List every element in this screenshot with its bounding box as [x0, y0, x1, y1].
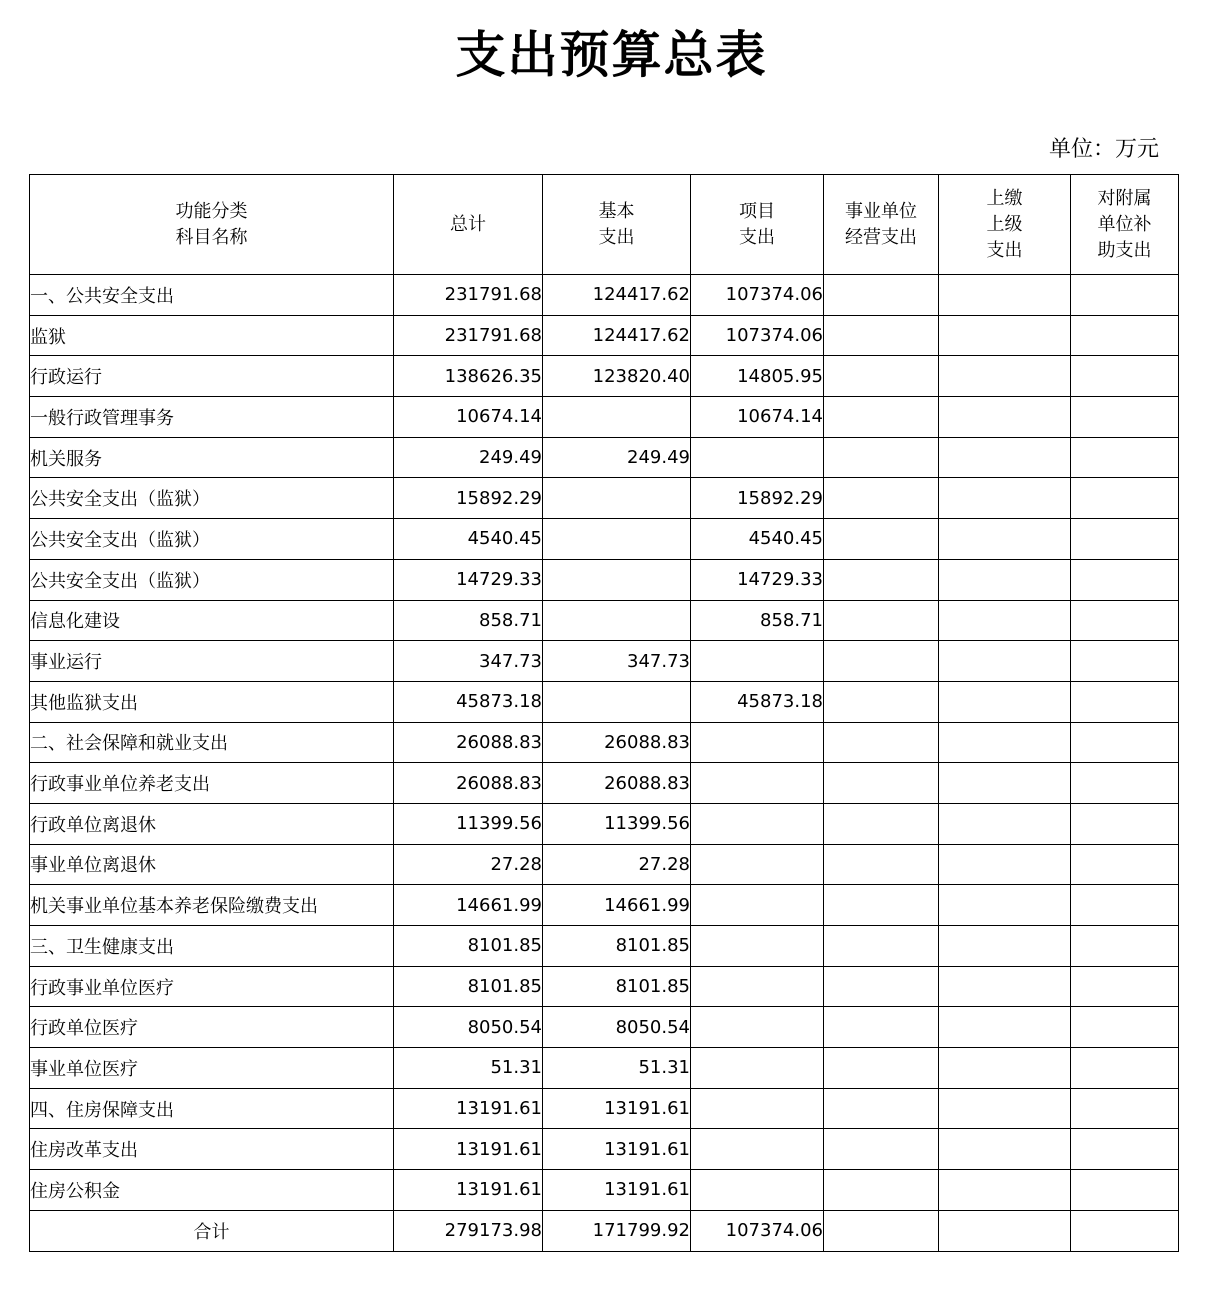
row-basic: 26088.83 [543, 763, 691, 804]
row-total: 26088.83 [394, 722, 543, 763]
row-business [824, 559, 939, 600]
row-total: 4540.45 [394, 519, 543, 560]
table-row [30, 437, 1179, 478]
row-upper [939, 478, 1071, 519]
row-business [824, 844, 939, 885]
row-upper [939, 1129, 1071, 1170]
row-upper [939, 844, 1071, 885]
budget-table [29, 174, 1179, 1252]
row-subsidy [1071, 641, 1179, 682]
row-upper [939, 1170, 1071, 1211]
row-basic: 27.28 [543, 844, 691, 885]
row-name: 一、公共安全支出 [30, 275, 394, 316]
header-subsidy: 对附属 单位补 助支出 [1071, 175, 1179, 275]
row-business [824, 885, 939, 926]
row-upper [939, 1048, 1071, 1089]
row-subsidy [1071, 437, 1179, 478]
row-project: 107374.06 [691, 275, 824, 316]
row-subsidy [1071, 885, 1179, 926]
row-basic: 11399.56 [543, 803, 691, 844]
row-project [691, 926, 824, 967]
row-upper [939, 681, 1071, 722]
row-business [824, 315, 939, 356]
row-total: 26088.83 [394, 763, 543, 804]
table-row [30, 681, 1179, 722]
row-project: 858.71 [691, 600, 824, 641]
row-subsidy [1071, 844, 1179, 885]
table-row [30, 600, 1179, 641]
page-title: 支出预算总表 [455, 25, 768, 84]
row-project [691, 722, 824, 763]
row-basic [543, 559, 691, 600]
header-total: 总计 [394, 175, 543, 275]
row-upper [939, 885, 1071, 926]
header-row [30, 175, 1179, 275]
row-name: 行政单位离退休 [30, 803, 394, 844]
row-name: 事业单位医疗 [30, 1048, 394, 1089]
row-upper [939, 397, 1071, 438]
row-upper [939, 315, 1071, 356]
grand-total-basic: 171799.92 [543, 1210, 691, 1251]
row-project: 10674.14 [691, 397, 824, 438]
row-basic: 51.31 [543, 1048, 691, 1089]
row-upper [939, 1007, 1071, 1048]
row-project [691, 1129, 824, 1170]
row-name: 行政运行 [30, 356, 394, 397]
row-business [824, 1088, 939, 1129]
row-subsidy [1071, 356, 1179, 397]
row-upper [939, 803, 1071, 844]
row-business [824, 1048, 939, 1089]
row-total: 13191.61 [394, 1088, 543, 1129]
row-name: 信息化建设 [30, 600, 394, 641]
table-row [30, 397, 1179, 438]
row-subsidy [1071, 559, 1179, 600]
row-subsidy [1071, 681, 1179, 722]
row-basic: 8101.85 [543, 926, 691, 967]
row-business [824, 926, 939, 967]
row-name: 行政事业单位养老支出 [30, 763, 394, 804]
row-total: 15892.29 [394, 478, 543, 519]
row-business [824, 519, 939, 560]
row-name: 监狱 [30, 315, 394, 356]
table-row [30, 844, 1179, 885]
row-name: 公共安全支出（监狱） [30, 559, 394, 600]
row-upper [939, 1210, 1071, 1251]
row-subsidy [1071, 397, 1179, 438]
row-basic: 8050.54 [543, 1007, 691, 1048]
row-total: 27.28 [394, 844, 543, 885]
row-basic [543, 681, 691, 722]
row-subsidy [1071, 519, 1179, 560]
row-project [691, 1048, 824, 1089]
row-subsidy [1071, 926, 1179, 967]
row-basic: 13191.61 [543, 1170, 691, 1211]
row-basic: 347.73 [543, 641, 691, 682]
row-project: 4540.45 [691, 519, 824, 560]
row-business [824, 437, 939, 478]
row-total: 14661.99 [394, 885, 543, 926]
row-name: 二、社会保障和就业支出 [30, 722, 394, 763]
row-subsidy [1071, 1048, 1179, 1089]
row-business [824, 600, 939, 641]
row-total: 8101.85 [394, 926, 543, 967]
row-total: 8050.54 [394, 1007, 543, 1048]
row-subsidy [1071, 1170, 1179, 1211]
row-basic [543, 397, 691, 438]
table-row [30, 478, 1179, 519]
row-basic: 14661.99 [543, 885, 691, 926]
table-row [30, 1088, 1179, 1129]
row-project: 107374.06 [691, 315, 824, 356]
row-subsidy [1071, 478, 1179, 519]
row-basic: 13191.61 [543, 1129, 691, 1170]
unit-label: 单位：万元 [1048, 137, 1159, 162]
row-name: 事业单位离退休 [30, 844, 394, 885]
row-name: 机关事业单位基本养老保险缴费支出 [30, 885, 394, 926]
total-label: 合计 [30, 1210, 394, 1251]
total-row [30, 1210, 1179, 1251]
grand-total-amount: 279173.98 [394, 1210, 543, 1251]
table-row [30, 966, 1179, 1007]
table-row [30, 885, 1179, 926]
row-business [824, 275, 939, 316]
table-row [30, 315, 1179, 356]
row-basic: 8101.85 [543, 966, 691, 1007]
row-total: 347.73 [394, 641, 543, 682]
row-subsidy [1071, 315, 1179, 356]
row-total: 51.31 [394, 1048, 543, 1089]
row-total: 13191.61 [394, 1170, 543, 1211]
row-upper [939, 966, 1071, 1007]
row-upper [939, 722, 1071, 763]
table-row [30, 1129, 1179, 1170]
row-business [824, 1170, 939, 1211]
table-row [30, 926, 1179, 967]
row-project [691, 966, 824, 1007]
row-project: 14729.33 [691, 559, 824, 600]
row-project [691, 1088, 824, 1129]
row-basic: 124417.62 [543, 275, 691, 316]
row-total: 858.71 [394, 600, 543, 641]
row-basic: 123820.40 [543, 356, 691, 397]
row-basic: 249.49 [543, 437, 691, 478]
row-basic: 13191.61 [543, 1088, 691, 1129]
row-name: 住房改革支出 [30, 1129, 394, 1170]
row-subsidy [1071, 1088, 1179, 1129]
row-subsidy [1071, 1210, 1179, 1251]
header-business: 事业单位 经营支出 [824, 175, 939, 275]
table-row [30, 275, 1179, 316]
row-business [824, 1129, 939, 1170]
row-upper [939, 519, 1071, 560]
row-upper [939, 356, 1071, 397]
header-upper: 上缴 上级 支出 [939, 175, 1071, 275]
row-business [824, 1007, 939, 1048]
row-name: 公共安全支出（监狱） [30, 519, 394, 560]
row-project [691, 885, 824, 926]
row-upper [939, 437, 1071, 478]
row-name: 行政事业单位医疗 [30, 966, 394, 1007]
row-project [691, 1170, 824, 1211]
row-subsidy [1071, 1129, 1179, 1170]
row-business [824, 397, 939, 438]
row-business [824, 763, 939, 804]
row-upper [939, 600, 1071, 641]
row-name: 机关服务 [30, 437, 394, 478]
row-basic [543, 600, 691, 641]
header-basic: 基本 支出 [543, 175, 691, 275]
row-upper [939, 1088, 1071, 1129]
row-project [691, 641, 824, 682]
row-project [691, 1007, 824, 1048]
row-total: 14729.33 [394, 559, 543, 600]
row-name: 行政单位医疗 [30, 1007, 394, 1048]
row-total: 8101.85 [394, 966, 543, 1007]
row-name: 其他监狱支出 [30, 681, 394, 722]
row-project: 45873.18 [691, 681, 824, 722]
row-subsidy [1071, 600, 1179, 641]
row-upper [939, 926, 1071, 967]
row-total: 249.49 [394, 437, 543, 478]
row-business [824, 478, 939, 519]
row-total: 13191.61 [394, 1129, 543, 1170]
row-name: 事业运行 [30, 641, 394, 682]
row-name: 三、卫生健康支出 [30, 926, 394, 967]
row-basic [543, 478, 691, 519]
row-total: 11399.56 [394, 803, 543, 844]
table-row [30, 722, 1179, 763]
row-name: 公共安全支出（监狱） [30, 478, 394, 519]
table-row [30, 519, 1179, 560]
grand-total-project: 107374.06 [691, 1210, 824, 1251]
row-project: 14805.95 [691, 356, 824, 397]
row-basic: 26088.83 [543, 722, 691, 763]
table-row [30, 803, 1179, 844]
row-name: 四、住房保障支出 [30, 1088, 394, 1129]
row-subsidy [1071, 763, 1179, 804]
row-total: 231791.68 [394, 275, 543, 316]
row-upper [939, 763, 1071, 804]
row-project: 15892.29 [691, 478, 824, 519]
row-subsidy [1071, 803, 1179, 844]
row-business [824, 681, 939, 722]
row-upper [939, 559, 1071, 600]
row-subsidy [1071, 722, 1179, 763]
row-subsidy [1071, 966, 1179, 1007]
row-basic: 124417.62 [543, 315, 691, 356]
table-row [30, 1048, 1179, 1089]
table-row [30, 559, 1179, 600]
row-name: 住房公积金 [30, 1170, 394, 1211]
row-total: 45873.18 [394, 681, 543, 722]
row-business [824, 966, 939, 1007]
row-total: 231791.68 [394, 315, 543, 356]
row-project [691, 844, 824, 885]
row-subsidy [1071, 1007, 1179, 1048]
row-upper [939, 275, 1071, 316]
row-subsidy [1071, 275, 1179, 316]
table-row [30, 1007, 1179, 1048]
header-category-name: 功能分类 科目名称 [30, 175, 394, 275]
row-business [824, 722, 939, 763]
row-project [691, 803, 824, 844]
header-project: 项目 支出 [691, 175, 824, 275]
table-row [30, 763, 1179, 804]
table-row [30, 356, 1179, 397]
row-business [824, 641, 939, 682]
row-basic [543, 519, 691, 560]
row-project [691, 437, 824, 478]
table-row [30, 1170, 1179, 1211]
row-name: 一般行政管理事务 [30, 397, 394, 438]
row-project [691, 763, 824, 804]
row-upper [939, 641, 1071, 682]
row-total: 10674.14 [394, 397, 543, 438]
row-business [824, 1210, 939, 1251]
row-total: 138626.35 [394, 356, 543, 397]
row-business [824, 803, 939, 844]
row-business [824, 356, 939, 397]
table-row [30, 641, 1179, 682]
